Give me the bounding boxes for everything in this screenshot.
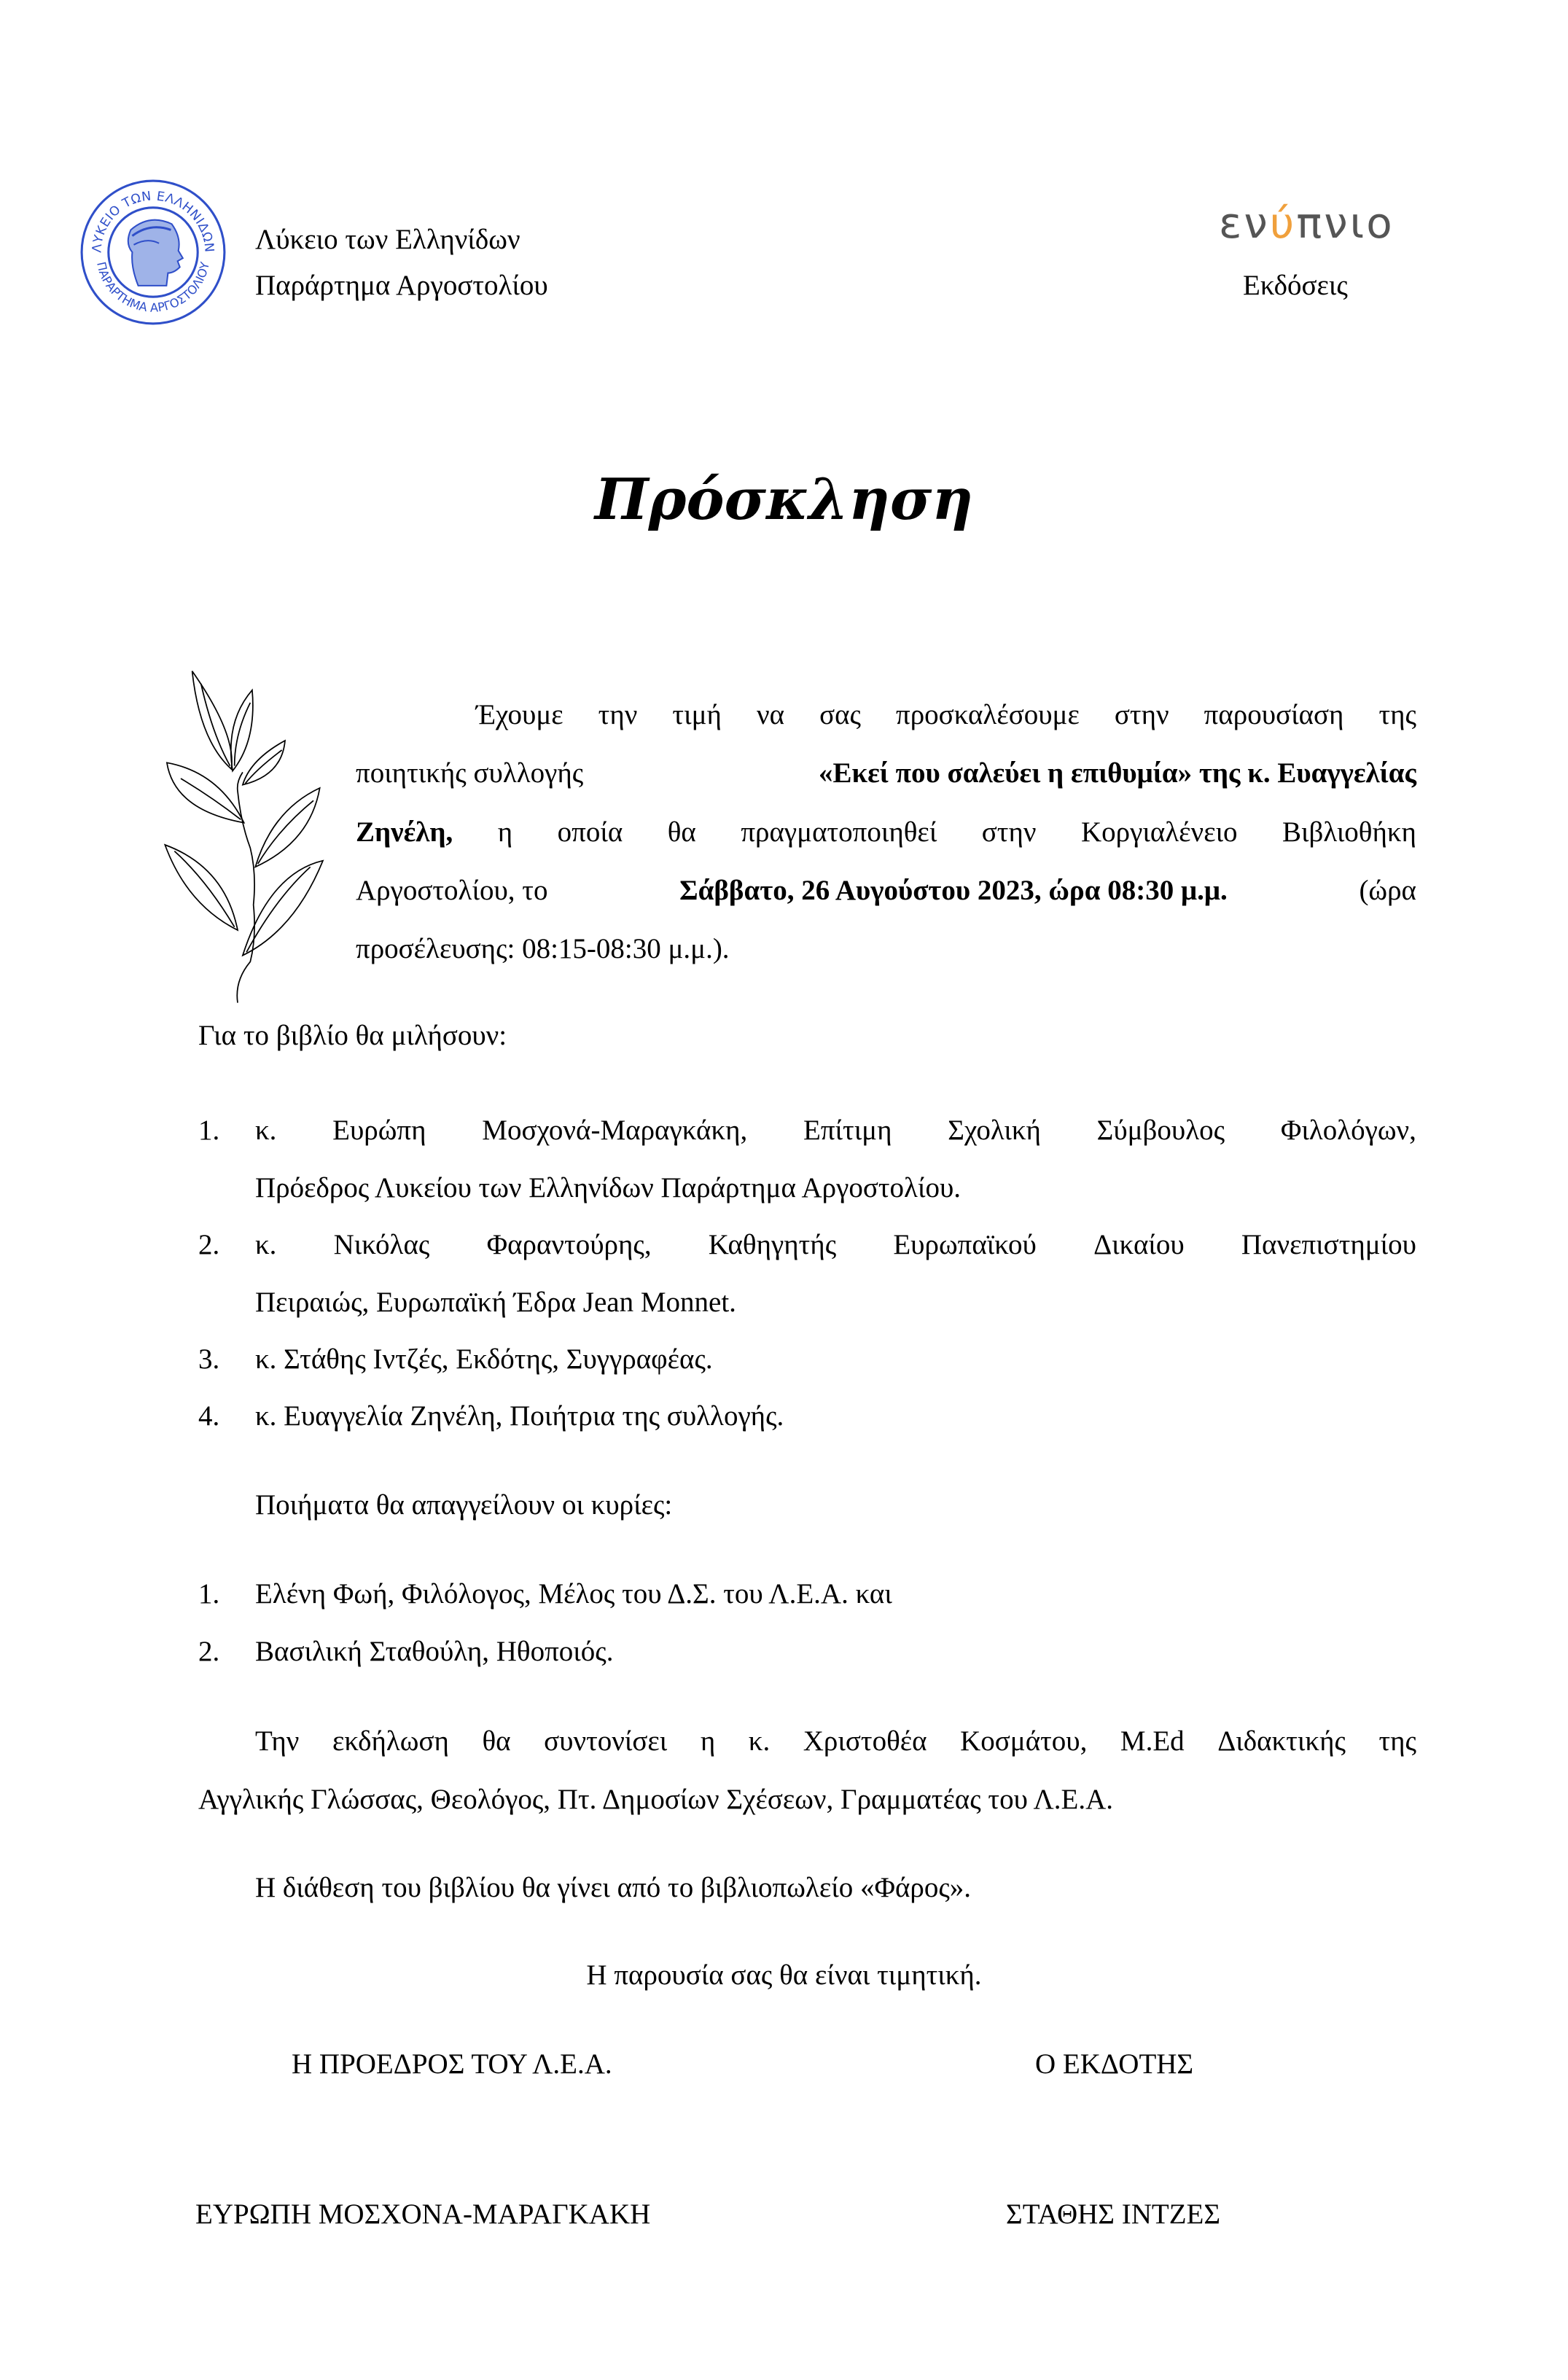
closing-text: Η παρουσία σας θα είναι τιμητική.: [586, 1959, 982, 1991]
reader-1-number: 1.: [198, 1578, 220, 1610]
word: πραγματοποιηθεί: [741, 816, 937, 848]
lyceum-seal-logo: [79, 178, 227, 327]
signature-right-role: Ο ΕΚΔΟΤΗΣ: [1035, 2048, 1194, 2080]
speaker-2-line-2: Πειραιώς, Ευρωπαϊκή Έδρα Jean Monnet.: [255, 1287, 736, 1318]
word: Έχουμε: [476, 699, 563, 730]
speaker-1-number: 1.: [198, 1115, 220, 1146]
speaker-2-number: 2.: [198, 1229, 220, 1260]
word: στην: [1114, 699, 1169, 730]
reader-2-text: Βασιλική Σταθούλη, Ηθοποιός.: [255, 1636, 614, 1667]
org-name: Λύκειο των Ελληνίδων: [255, 224, 520, 255]
word: Πανεπιστημίου: [1241, 1229, 1416, 1260]
word: Δικαίου: [1093, 1229, 1185, 1260]
speaker-4-number: 4.: [198, 1400, 220, 1432]
word: Σχολική: [948, 1115, 1041, 1146]
intro-plain-text: ποιητικής συλλογής: [356, 757, 584, 789]
svg-text:ΛΥΚΕΙΟ ΤΩΝ ΕΛΛΗΝΙΔΩΝ: ΛΥΚΕΙΟ ΤΩΝ ΕΛΛΗΝΙΔΩΝ: [90, 189, 217, 254]
org-branch: Παράρτημα Αργοστολίου: [255, 270, 548, 301]
speaker-3-text: κ. Στάθης Ιντζές, Εκδότης, Συγγραφέας.: [255, 1343, 713, 1375]
word: Κοσμάτου,: [960, 1725, 1088, 1757]
word: Φαραντούρης,: [486, 1229, 652, 1260]
author-surname: Ζηνέλη,: [356, 816, 453, 848]
word: Σύμβουλος: [1096, 1115, 1225, 1146]
word: η: [497, 816, 513, 848]
word: Μοσχονά-Μαραγκάκη,: [482, 1115, 748, 1146]
word: Νικόλας: [333, 1229, 430, 1260]
svg-text:ΠΑΡΑΡΤΗΜΑ ΑΡΓΟΣΤΟΛΙΟΥ: ΠΑΡΑΡΤΗΜΑ ΑΡΓΟΣΤΟΛΙΟΥ: [94, 260, 212, 315]
publisher-subtitle: Εκδόσεις: [1243, 270, 1348, 301]
word: Καθηγητής: [708, 1229, 837, 1260]
word: οποία: [557, 816, 623, 848]
word: Κοργιαλένειο: [1080, 816, 1238, 848]
word: M.Ed: [1120, 1725, 1185, 1757]
reader-2-number: 2.: [198, 1636, 220, 1667]
intro-line-2: [356, 759, 1416, 787]
word: της: [1378, 699, 1416, 730]
word: θα: [482, 1725, 511, 1757]
book-title-bold: «Εκεί που σαλεύει η επιθυμία» της κ. Ευαγγελίας: [818, 757, 1416, 789]
word: κ.: [255, 1229, 277, 1260]
word: Ευρώπη: [332, 1115, 426, 1146]
plant-illustration: [162, 646, 351, 1025]
moderator-line-2: Αγγλικής Γλώσσας, Θεολόγος, Πτ. Δημοσίων Σχέσεων, Γραμματέας του Λ.Ε.Α.: [198, 1784, 1113, 1815]
speaker-3-number: 3.: [198, 1343, 220, 1375]
speaker-4-text: κ. Ευαγγελία Ζηνέλη, Ποιήτρια της συλλογής.: [255, 1400, 784, 1432]
speaker-2-line-1: [255, 1230, 1416, 1259]
intro-line-1: [476, 701, 1416, 729]
word: εκδήλωση: [332, 1725, 449, 1757]
signature-left-name: ΕΥΡΩΠΗ ΜΟΣΧΟΝΑ-ΜΑΡΑΓΚΑΚΗ: [195, 2198, 651, 2230]
word: προσκαλέσουμε: [896, 699, 1080, 730]
intro-line-4: [356, 876, 1416, 905]
word: Χριστοθέα: [803, 1725, 927, 1757]
publisher-logo-pre: εν: [1219, 198, 1270, 248]
speakers-heading: Για το βιβλίο θα μιλήσουν:: [198, 1020, 507, 1051]
word: κ.: [748, 1725, 771, 1757]
page-title: Πρόσκληση: [594, 467, 974, 533]
reader-1-text: Ελένη Φωή, Φιλόλογος, Μέλος του Δ.Σ. του Λ.Ε.Α. και: [255, 1578, 892, 1610]
word: Την: [255, 1725, 300, 1757]
word: Διδακτικής: [1217, 1725, 1346, 1757]
publisher-logo-post: πνιο: [1296, 198, 1395, 248]
word: Ευρωπαϊκού: [893, 1229, 1037, 1260]
intro-line-5: προσέλευσης: 08:15-08:30 μ.μ.).: [356, 933, 730, 964]
event-datetime: Σάββατο, 26 Αυγούστου 2023, ώρα 08:30 μ.μ.: [679, 875, 1228, 906]
word: συντονίσει: [544, 1725, 668, 1757]
word: να: [756, 699, 785, 730]
readers-heading: Ποιήματα θα απαγγείλουν οι κυρίες:: [255, 1489, 673, 1521]
moderator-line-1: [255, 1727, 1416, 1755]
word: στην: [981, 816, 1037, 848]
word: παρουσίαση: [1204, 699, 1344, 730]
word: τιμή: [672, 699, 722, 730]
publisher-logo: [1219, 198, 1395, 248]
intro-line-3: [356, 818, 1416, 846]
word: σας: [819, 699, 861, 730]
word: θα: [667, 816, 696, 848]
word: Επίτιμη: [803, 1115, 892, 1146]
word: η: [700, 1725, 716, 1757]
publisher-logo-accent: ύ: [1269, 198, 1297, 248]
speaker-1-line-2: Πρόεδρος Λυκείου των Ελληνίδων Παράρτημα Αργοστολίου.: [255, 1172, 962, 1203]
speaker-1-line-1: [255, 1116, 1416, 1144]
intro-arrival-start: (ώρα: [1359, 875, 1416, 906]
intro-place: Αργοστολίου, το: [356, 875, 548, 906]
signature-right-name: ΣΤΑΘΗΣ ΙΝΤΖΕΣ: [1006, 2198, 1221, 2230]
word: Βιβλιοθήκη: [1282, 816, 1416, 848]
word: Φιλολόγων,: [1280, 1115, 1416, 1146]
word: κ.: [255, 1115, 277, 1146]
word: της: [1378, 1725, 1416, 1757]
availability-text: Η διάθεση του βιβλίου θα γίνει από το βιβλιοπωλείο «Φάρος».: [255, 1872, 972, 1903]
signature-left-role: Η ΠΡΟΕΔΡΟΣ ΤΟΥ Λ.Ε.Α.: [292, 2048, 612, 2080]
word: την: [598, 699, 638, 730]
